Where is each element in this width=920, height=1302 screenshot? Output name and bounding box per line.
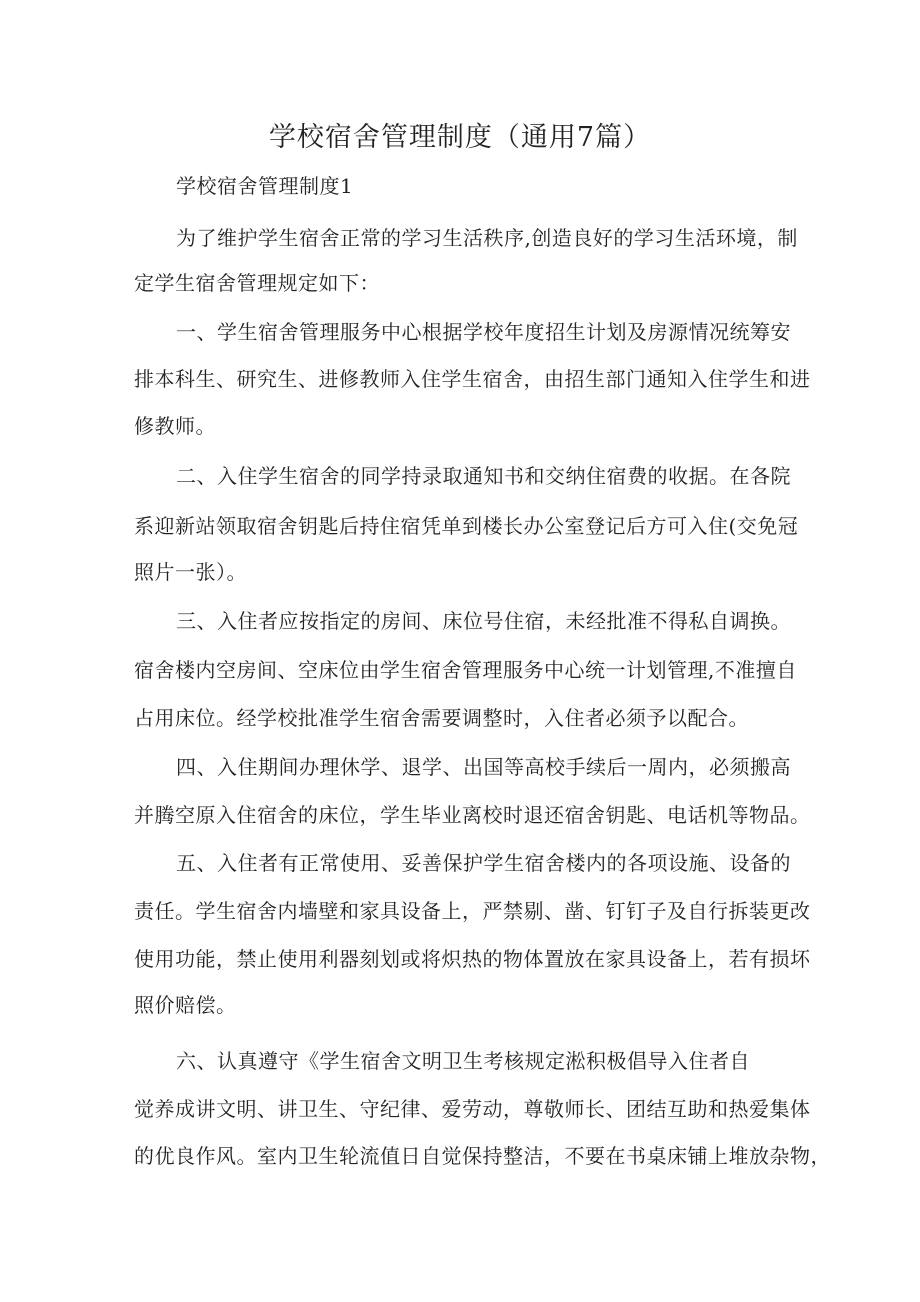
paragraph-line: 五、入住者有正常使用、妥善保护学生宿舍楼内的各项设施、设备的 — [176, 851, 791, 875]
document-title: 学校宿舍管理制度（通用7篇） — [268, 122, 652, 153]
paragraph-line: 一、学生宿舍管理服务中心根据学校年度招生计划及房源情况统筹安 — [176, 320, 791, 344]
paragraph-line: 占用床位。经学校批准学生宿舍需要调整时，入住者必须予以配合。 — [134, 706, 749, 730]
paragraph-line: 照价赔偿。 — [134, 993, 237, 1017]
paragraph-line: 觉养成讲文明、讲卫生、守纪律、爱劳动，尊敬师长、团结互助和热爱集体 — [134, 1097, 811, 1121]
paragraph-line: 二、入住学生宿舍的同学持录取通知书和交纳住宿费的收据。在各院 — [176, 464, 791, 488]
paragraph-line: 四、入住期间办理休学、退学、出国等高校手续后一周内，必须搬高 — [176, 755, 791, 779]
paragraph-line: 三、入住者应按指定的房间、床位号住宿，未经批准不得私自调换。 — [176, 609, 791, 633]
paragraph-line: 为了维护学生宿舍正常的学习生活秩序,创造良好的学习生活环境，制 — [176, 226, 798, 250]
paragraph-line: 系迎新站领取宿舍钥匙后持住宿凭单到楼长办公室登记后方可入住(交免冠 — [134, 514, 799, 538]
paragraph-line: 修教师。 — [134, 414, 216, 438]
paragraph-line: 宿舍楼内空房间、空床位由学生宿舍管理服务中心统一计划管理,不准擅自 — [134, 658, 797, 682]
paragraph-line: 的优良作风。室内卫生轮流值日自觉保持整洁，不要在书桌床铺上堆放杂物， — [134, 1144, 831, 1168]
paragraph-line: 定学生宿舍管理规定如下： — [134, 271, 380, 295]
section-heading: 学校宿舍管理制度1 — [176, 174, 354, 198]
paragraph-line: 并腾空原入住宿舍的床位，学生毕业离校时退还宿舍钥匙、电话机等物品。 — [134, 803, 811, 827]
paragraph-line: 六、认真遵守《学生宿舍文明卫生考核规定淞积极倡导入住者自 — [176, 1049, 750, 1073]
paragraph-line: 排本科生、研究生、进修教师入住学生宿舍，由招生部门通知入住学生和进 — [134, 367, 811, 391]
paragraph-line: 使用功能，禁止使用利器刻划或将炽热的物体置放在家具设备上，若有损坏 — [134, 947, 811, 971]
paragraph-line: 照片一张）。 — [134, 560, 247, 584]
paragraph-line: 责任。学生宿舍内墙壁和家具设备上，严禁剔、凿、钉钉子及自行拆装更改 — [134, 899, 811, 923]
